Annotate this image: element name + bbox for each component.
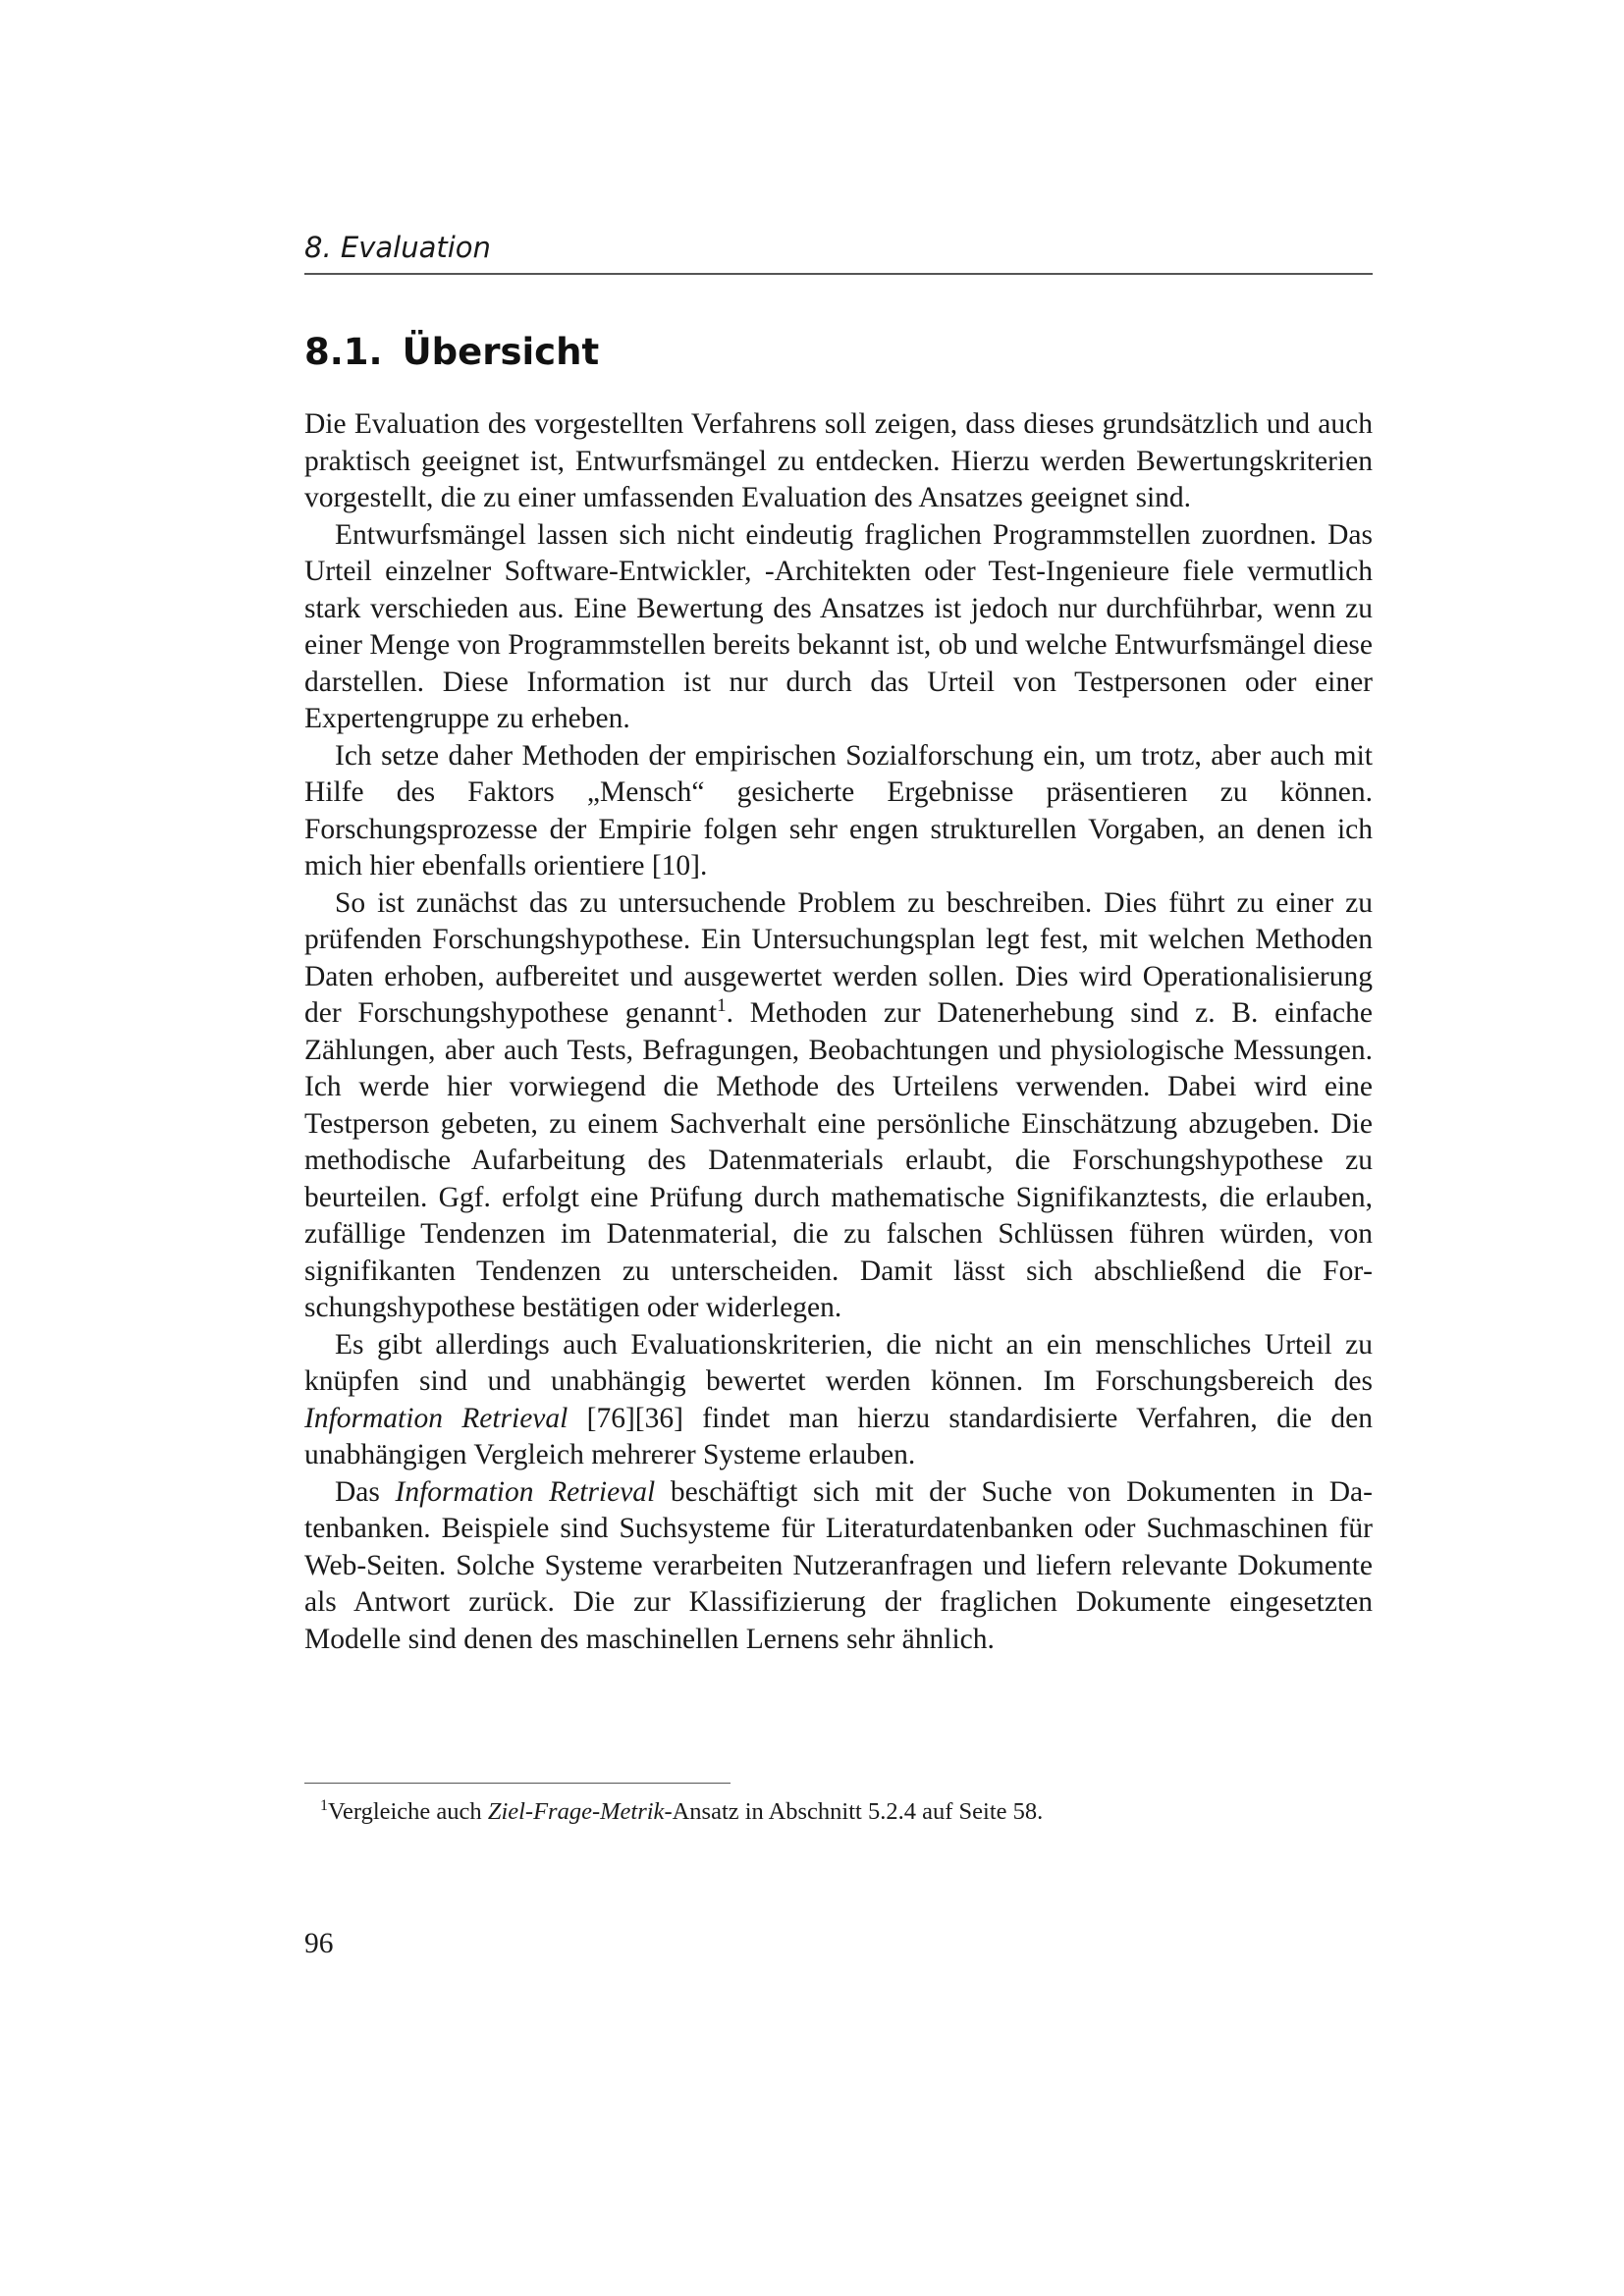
paragraph-2: Entwurfsmängel lassen sich nicht eindeutig fraglichen Programmstellen zuordnen. Das Urteil einzelner Software-Entwickler, -Architekten oder Test-Ingenieure fiele vermutlich stark verschieden aus. Eine Bewertung des Ansatzes ist jedoch nur durchführbar, wenn zu einer Menge von Programmstellen bereits bekannt ist, ob und welche Entwurfsmängel diese darstellen. Diese Information ist nur durch das Urteil von Testpersonen oder einer Expertengruppe zu erheben. [304, 518, 1373, 734]
paragraph-6-text-b: beschäftigt sich mit der Suche von Dokumenten in Datenbanken. Beispiele sind Suchsysteme für Literaturdatenbanken oder Suchmaschinen für Web-Seiten. Solche Systeme verarbeiten Nutzeranfragen und liefern relevante Dokumente als Antwort zurück. Die zur Klassifizierung der fraglichen Dokumente eingesetzten Modelle sind denen des maschinellen Lernens sehr ähnlich. [304, 1475, 1373, 1655]
paragraph-5-term: Information Retrieval [304, 1402, 568, 1434]
paragraph-4-text-a: So ist zunächst das zu untersuchende Problem zu beschreiben. Dies führt zu einer zu prüfenden Forschungshypothese. Ein Untersuchungsplan legt fest, mit welchen Methoden Daten erhoben, aufbereitet und ausgewertet werden sollen. Dies wird Operationalisierung der Forschungshypothese genannt [304, 886, 1373, 1029]
paragraph-1: Die Evaluation des vorgestellten Verfahrens soll zeigen, dass dieses grundsätzlich und auch praktisch geeignet ist, Entwurfsmängel zu entdecken. Hierzu werden Bewertungskriterien vorgestellt, die zu einer umfassenden Evaluation des Ansatzes geeignet sind. [304, 408, 1373, 513]
footnote-text-b: -Ansatz in Abschnitt 5.2.4 auf Seite 58. [664, 1798, 1044, 1825]
footnote-term: Ziel-Frage-Metrik [487, 1798, 665, 1825]
paragraph-5-text-b: [76][36] findet man hierzu standardisierte Verfahren, die den unabhängigen Vergleich mehrerer Systeme erlauben. [304, 1402, 1373, 1470]
section-number: 8.1. [304, 331, 383, 373]
section-title-text: Übersicht [402, 331, 600, 373]
paragraph-4 [304, 885, 1373, 1327]
paragraph-5-text-a: Es gibt allerdings auch Evaluationskriterien, die nicht an ein menschliches Urteil zu knüpfen sind und unabhängig bewertet werden können. Im Forschungsbereich des [304, 1328, 1373, 1397]
section-title [304, 330, 1373, 375]
footnote [304, 1796, 1373, 1828]
footnote-text-a: Vergleiche auch [328, 1798, 488, 1825]
paragraph-4-text-b: . Methoden zur Datenerhebung sind z. B. einfache Zählungen, aber auch Tests, Befragungen, Beobachtungen und physiologische Messungen. Ich werde hier vorwiegend die Methode des Urteilens verwenden. Dabei wird eine Testperson gebeten, zu einem Sachverhalt eine persönliche Einschätzung abzugeben. Die methodische Aufarbeitung des Datenmaterials erlaubt, die Forschungshypothese zu beurteilen. Ggf. erfolgt eine Prüfung durch mathematische Signifikanztests, die erlauben, zufällige Tendenzen im Datenmaterial, die zu falschen Schlüssen führen würden, von signifikanten Tendenzen zu unterscheiden. Damit lässt sich abschließend die Forschungshypothese bestätigen oder widerlegen. [304, 997, 1373, 1323]
body-text [304, 406, 1373, 1658]
paragraph-3: Ich setze daher Methoden der empirischen Sozialforschung ein, um trotz, aber auch mit Hilfe des Faktors „Mensch“ gesicherte Ergebnisse präsentieren zu können. Forschungsprozesse der Empirie folgen sehr engen strukturellen Vorgaben, an denen ich mich hier ebenfalls orientiere [10]. [304, 739, 1373, 881]
header-rule [304, 273, 1373, 275]
paragraph-6 [304, 1474, 1373, 1659]
page-number: 96 [304, 1928, 334, 1959]
footnote-reference[interactable]: 1 [717, 995, 727, 1017]
paragraph-5 [304, 1327, 1373, 1474]
paragraph-6-text-a: Das [335, 1475, 396, 1508]
footnote-mark: 1 [320, 1796, 328, 1814]
footnote-rule [304, 1783, 731, 1784]
paragraph-6-term: Information Retrieval [395, 1475, 656, 1508]
running-header: 8. Evaluation [304, 231, 491, 264]
